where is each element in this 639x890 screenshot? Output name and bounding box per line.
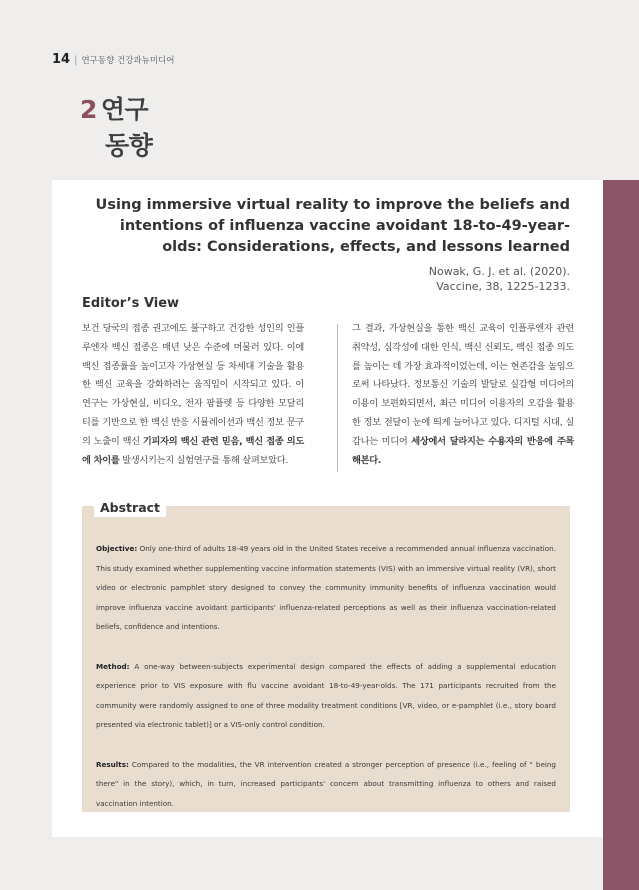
editors-view-left-highlight: 기피자의 백신 관련 믿음, 백신 접종 의도에 차이를 bbox=[82, 435, 305, 466]
section-number: 2 bbox=[80, 95, 97, 124]
section-name: 연구동향 건강과뉴미디어 bbox=[81, 56, 175, 66]
editors-view-left-text: 보건 당국의 접종 권고에도 불구하고 건강한 성인의 인플루엔자 백신 접종은 매년 낮은 수준에 머물러 있다. 이에 백신 접종률을 높이고자 가상현실 등 차세대 기술을 활용한 백신 교육을 강화하려는 움직임이 시작되고 있다. 이 연구는 가상현실, 비디오, 전자 팜플렛 등 다양한 모달리티를 기반으로 한 백신 반응 시뮬레이션과 백신 정보 문구의 노출이 백신 bbox=[82, 323, 304, 447]
article-title: Using immersive virtual reality to improve the beliefs and intentions of influenza vaccine avoidant 18-to-49-year-olds: Considerations, effects, and lessons learned bbox=[95, 197, 570, 255]
editors-view-label: Editor’s View bbox=[82, 296, 180, 311]
citation-line2: Vaccine, 38, 1225-1233. bbox=[436, 280, 570, 293]
column-divider bbox=[337, 324, 338, 472]
abstract-method bbox=[96, 657, 556, 735]
objective-label: Objective: bbox=[96, 544, 138, 553]
section-title-line2: 동향 bbox=[105, 131, 153, 160]
header-separator: | bbox=[74, 55, 78, 66]
section-title-line1: 연구 bbox=[100, 95, 149, 124]
citation bbox=[429, 264, 570, 294]
method-text: A one-way between-subjects experimental design compared the effects of adding a supplemental education experience prior to VIS exposure with flu vaccine avoidant 18-to-49-year-olds. The 171 participants recruited from the community were randomly assigned to one of three modality treatment conditions [VR, video, or e-pamphlet (i.e., story board presented via electronic tablet)] or a VIS-only control condition. bbox=[96, 661, 556, 730]
citation-line1: Nowak, G. J. et al. (2020). bbox=[428, 265, 570, 278]
objective-text: Only one-third of adults 18-49 years old in the United States receive a recommended annual influenza vaccination. This study examined whether supplementing vaccine information statements (VIS) with an immersive virtual reality (VR), short video or electronic pamphlet story designed to convey the community immunity benefits of influenza vaccination would improve influenza vaccine avoidant participants' influenza-related perceptions as well as their influenza vaccination-related beliefs, confidence and intentions. bbox=[96, 544, 556, 632]
editors-view-left-end: 발생시키는지 실험연구를 통해 살펴보았다. bbox=[119, 454, 289, 466]
page-number: 14 bbox=[52, 52, 71, 67]
abstract-objective bbox=[96, 539, 556, 637]
editors-view-left-column bbox=[82, 320, 304, 470]
editors-view-right-column bbox=[352, 320, 574, 470]
results-label: Results: bbox=[96, 759, 129, 769]
page-header bbox=[52, 52, 175, 67]
method-label: Method: bbox=[96, 661, 130, 671]
content-panel bbox=[52, 180, 603, 837]
results-text: Compared to the modalities, the VR intervention created a stronger perception of presence (i.e., feeling of " being there" in the story), which, in turn, increased participants' concern about transmitting influenza to others and raised vaccination intention. bbox=[96, 759, 556, 808]
section-title bbox=[80, 92, 152, 164]
side-accent-bar bbox=[603, 180, 639, 890]
editors-view-right-text: 그 결과, 가상현실을 통한 백신 교육이 인플루엔자 관련 취약성, 심각성에 대한 인식, 백신 신뢰도, 백신 접종 의도를 높이는 데 가장 효과적이었는데, 이는 현존감을 높임으로써 나타났다. 정보통신 기술의 발달로 실감형 미디어의 이용이 보편화되면서, 최근 미디어 이용자의 오감을 활용한 정보 전달이 눈에 띄게 늘어나고 있다. 디지털 시대, 실감나는 미디어 bbox=[352, 323, 574, 447]
abstract-label: Abstract bbox=[94, 499, 166, 517]
abstract-body bbox=[96, 539, 556, 813]
abstract-results bbox=[96, 755, 556, 814]
editors-view-right-highlight: 세상에서 달라지는 수용자의 반응에 주목해본다. bbox=[352, 435, 575, 466]
abstract-box bbox=[82, 500, 570, 812]
